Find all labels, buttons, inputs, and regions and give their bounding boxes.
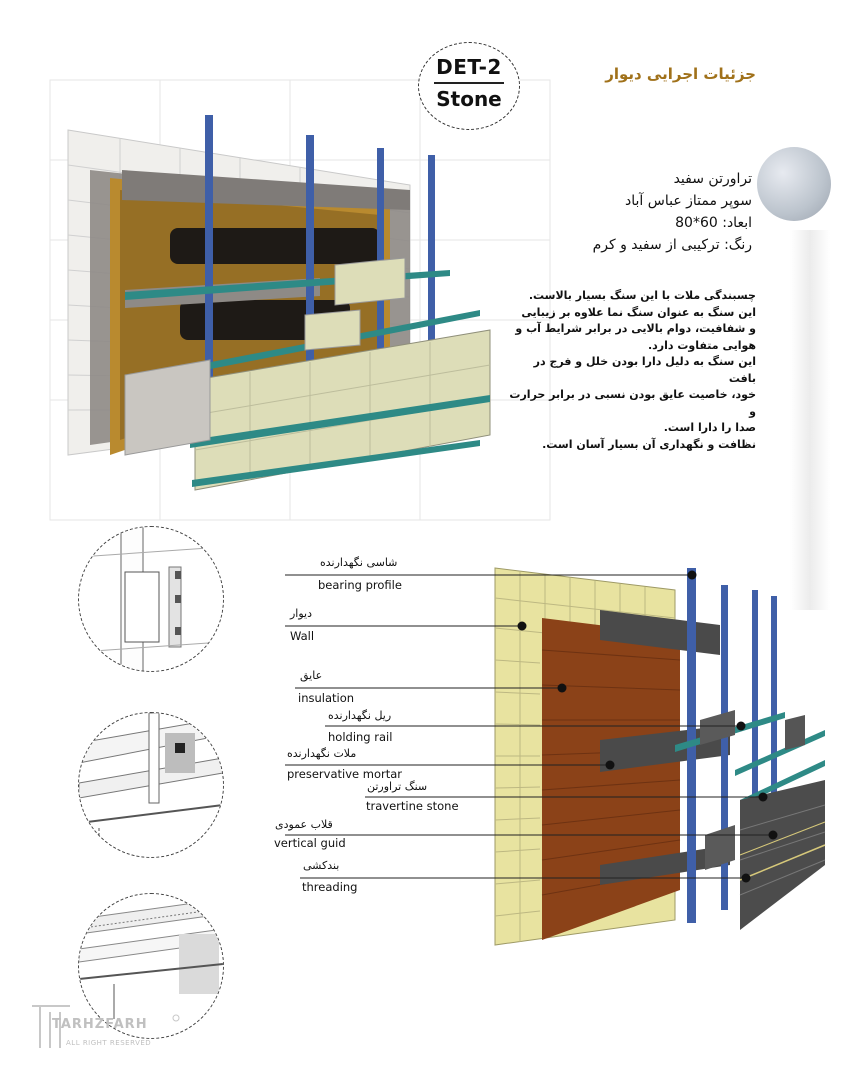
- stone-dimensions: ابعاد: 60*80: [675, 215, 752, 231]
- bearing-profile: [205, 115, 213, 385]
- leader-dot: [769, 831, 778, 840]
- stone-color: رنگ: ترکیبی از سفید و کرم: [592, 237, 752, 253]
- label-en-insulation: insulation: [298, 691, 355, 705]
- label-fa-preservative-mortar: ملات نگهدارنده: [287, 747, 357, 760]
- page-title: جزئیات اجرایی دیوار: [605, 65, 756, 83]
- travertine-panel: [305, 310, 360, 350]
- stone-grade: سوپر ممتاز عباس آباد: [625, 193, 752, 209]
- description-line: نظافت و نگهداری آن بسیار آسان است.: [542, 437, 756, 451]
- det-code: DET-2: [436, 55, 502, 79]
- leader-dot: [759, 793, 768, 802]
- leader-dot: [688, 571, 697, 580]
- label-fa-wall: دیوار: [290, 607, 313, 620]
- label-en-wall: Wall: [290, 629, 315, 643]
- label-fa-travertine-stone: سنگ تراورتن: [367, 780, 428, 793]
- label-fa-vertical-guid: قلاب عمودی: [275, 818, 333, 831]
- label-en-threading: threading: [302, 880, 358, 894]
- label-en-preservative-mortar: preservative mortar: [287, 767, 402, 781]
- description-line: هوایی متفاوت دارد.: [647, 338, 756, 352]
- stone-type: تراورتن سفید: [673, 171, 752, 187]
- label-fa-bearing-profile: شاسی نگهدارنده: [320, 556, 398, 569]
- label-en-bearing-profile: bearing profile: [318, 578, 402, 592]
- detail-circle-rail: [78, 712, 224, 858]
- description-line: صدا را دارا است.: [663, 421, 756, 434]
- stone-info: [593, 168, 752, 256]
- description-line: خود، خاصیت عایق بودن نسبی در برابر حرارت و: [509, 388, 756, 418]
- leader-dot: [518, 622, 527, 631]
- logo-text: TARHZFARH: [52, 1017, 148, 1032]
- detail-rail-drawing: [79, 713, 223, 857]
- detail-circle-profile: [78, 526, 224, 672]
- label-fa-holding-rail: ریل نگهدارنده: [328, 709, 392, 722]
- label-en-vertical-guid: vertical guid: [274, 836, 346, 850]
- description-line: این سنگ به دلیل دارا بودن خلل و فرج در بافت: [533, 355, 756, 385]
- stone-description: [506, 288, 756, 453]
- label-fa-insulation: عایق: [300, 669, 323, 682]
- leader-dot: [606, 761, 615, 770]
- top-wall-diagram: [60, 110, 500, 500]
- label-fa-threading: بندکشی: [303, 859, 340, 872]
- right-shadow-strip: [790, 230, 830, 610]
- logo-subtext: ALL RIGHT RESERVED: [66, 1039, 152, 1047]
- leader-dot: [737, 722, 746, 731]
- stone-swatch: [757, 147, 831, 221]
- badge-divider: [434, 82, 504, 84]
- travertine-panel: [335, 258, 405, 305]
- label-en-holding-rail: holding rail: [328, 730, 393, 744]
- label-en-travertine-stone: travertine stone: [366, 799, 459, 813]
- det-name: Stone: [436, 86, 502, 111]
- description-line: و شفافیت، دوام بالایی در برابر شرایط آب و: [515, 322, 756, 335]
- leader-dot: [558, 684, 567, 693]
- description-line: چسبندگی ملات با این سنگ بسیار بالاست.: [528, 289, 756, 302]
- description-line: این سنگ به عنوان سنگ نما علاوه بر زیبایی: [521, 305, 756, 319]
- leader-dot: [742, 874, 751, 883]
- detail-profile-drawing: [79, 527, 223, 671]
